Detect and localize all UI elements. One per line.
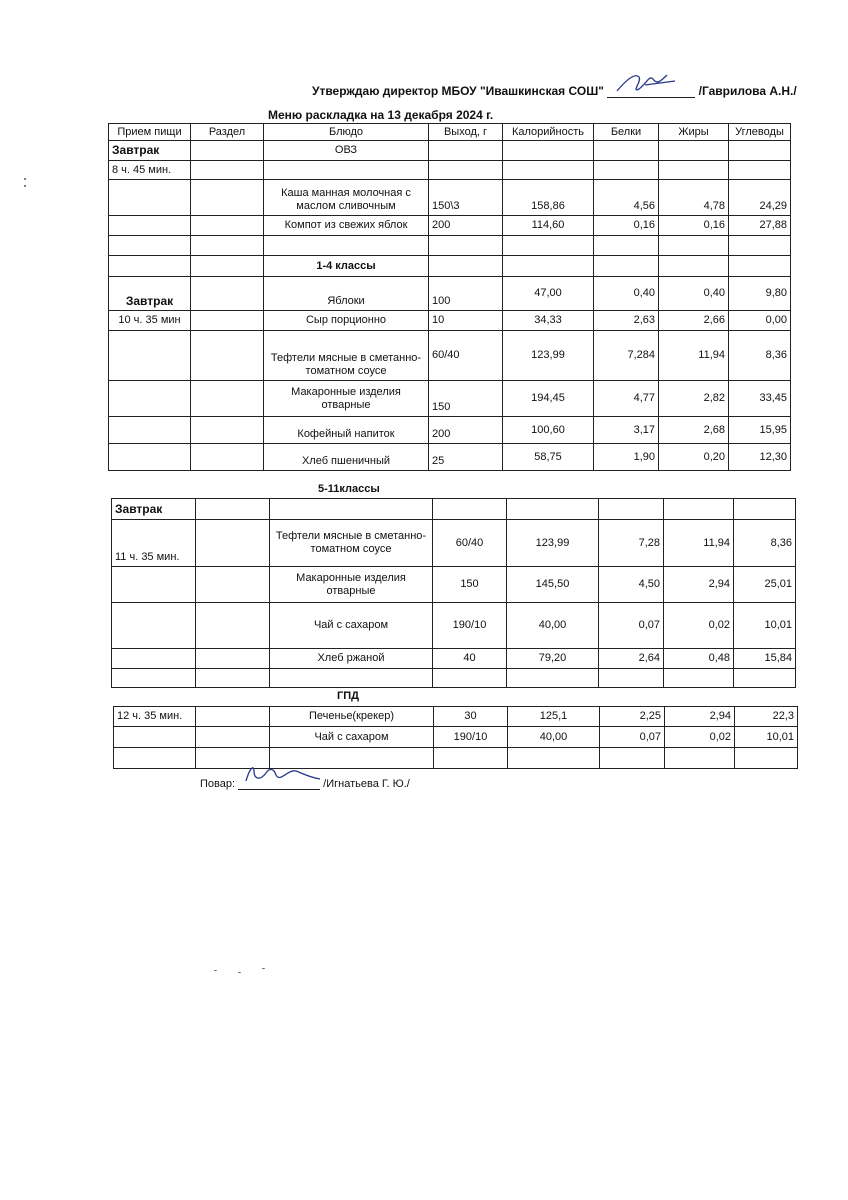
meal-5-11: Завтрак	[112, 499, 196, 520]
meal-1-4: Завтрак	[109, 277, 191, 311]
approval-line	[312, 83, 797, 98]
col-carbs: Углеводы	[729, 124, 791, 141]
section-title-gpd: ГПД	[337, 690, 359, 702]
table-row: Макаронные изделия отварные 150 145,50 4,50 2,94 25,01	[112, 567, 796, 603]
col-kcal: Калорийность	[503, 124, 594, 141]
table-row: Компот из свежих яблок 200 114,60 0,16 0,16 27,88	[109, 216, 791, 236]
time-1-4: 10 ч. 35 мин	[109, 311, 191, 331]
time-5-11: 11 ч. 35 мин.	[112, 520, 196, 567]
table-row: 12 ч. 35 мин. Печенье(крекер) 30 125,1 2,25 2,94 22,3	[114, 707, 798, 727]
scan-speck	[238, 972, 241, 973]
cook-name: /Игнатьева Г. Ю./	[323, 778, 410, 790]
table-row: Макаронные изделия отварные 150 194,45 4,77 2,82 33,45	[109, 381, 791, 417]
table-row: Завтрак Яблоки 100 47,00 0,40 0,40 9,80	[109, 277, 791, 311]
director-name: /Гаврилова А.Н./	[698, 84, 797, 98]
cook-label: Повар:	[200, 778, 236, 790]
section-title-5-11: 5-11классы	[318, 483, 380, 495]
section-row-1-4	[109, 256, 791, 277]
ovz-time: 8 ч. 45 мин.	[109, 161, 191, 180]
table-row: Хлеб пшеничный 25 58,75 1,90 0,20 12,30	[109, 444, 791, 471]
scan-speck	[24, 185, 26, 187]
table-row: 11 ч. 35 мин. Тефтели мясные в сметанно-томатном соусе 60/40 123,99 7,28 11,94 8,36	[112, 520, 796, 567]
menu-title: Меню раскладка на 13 декабря 2024 г.	[268, 108, 494, 122]
meal-row-5-11	[112, 499, 796, 520]
table-row: Чай с сахаром 190/10 40,00 0,07 0,02 10,01	[114, 727, 798, 748]
table-row: Кофейный напиток 200 100,60 3,17 2,68 15,95	[109, 417, 791, 444]
director-signature	[607, 83, 695, 98]
table-row: 10 ч. 35 мин Сыр порционно 10 34,33 2,63 2,66 0,00	[109, 311, 791, 331]
approval-text: Утверждаю директор МБОУ "Ивашкинская СОШ"	[312, 84, 604, 98]
cook-line	[200, 775, 410, 790]
cook-signature	[238, 775, 320, 790]
ovz-time-row	[109, 161, 791, 180]
ovz-section: ОВЗ	[264, 141, 429, 161]
scan-speck	[214, 970, 217, 971]
ovz-meal: Завтрак	[109, 141, 191, 161]
table-row: Чай с сахаром 190/10 40,00 0,07 0,02 10,01	[112, 603, 796, 649]
ovz-meal-row	[109, 141, 791, 161]
table-row: Каша манная молочная с маслом сливочным 150\3 158,86 4,56 4,78 24,29	[109, 180, 791, 216]
section-title-1-4: 1-4 классы	[264, 256, 429, 277]
col-protein: Белки	[594, 124, 659, 141]
scan-speck	[24, 178, 26, 180]
table-row: Хлеб ржаной 40 79,20 2,64 0,48 15,84	[112, 649, 796, 669]
time-gpd: 12 ч. 35 мин.	[114, 707, 196, 727]
col-yield: Выход, г	[429, 124, 503, 141]
table-row: Тефтели мясные в сметанно-томатном соусе 60/40 123,99 7,284 11,94 8,36	[109, 331, 791, 381]
menu-table-gpd	[113, 706, 798, 769]
menu-table-main	[108, 123, 791, 471]
col-section: Раздел	[191, 124, 264, 141]
col-dish: Блюдо	[264, 124, 429, 141]
header-row	[109, 124, 791, 141]
col-fat: Жиры	[659, 124, 729, 141]
menu-table-5-11	[111, 498, 796, 688]
scan-speck	[262, 968, 265, 969]
col-meal: Прием пищи	[109, 124, 191, 141]
